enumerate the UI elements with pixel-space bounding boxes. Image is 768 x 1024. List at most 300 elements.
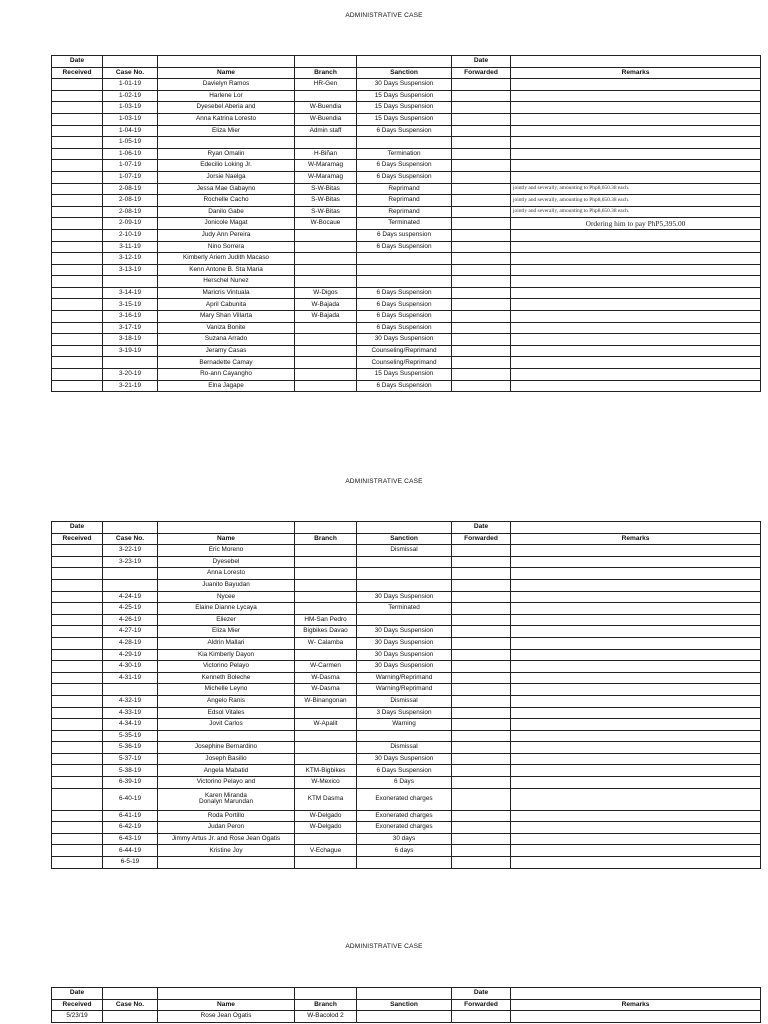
- header-date-received: Received: [52, 999, 103, 1011]
- cell-remarks: [511, 568, 761, 580]
- cell-date-received: [52, 833, 103, 845]
- cell-date-forwarded: [452, 218, 511, 230]
- cell-sanction: [357, 264, 452, 276]
- cell-case-no: 1-07-19: [103, 171, 158, 183]
- cell-branch: S-W-Bitas: [295, 206, 357, 218]
- header-row: [52, 67, 761, 79]
- header-name: Name: [158, 999, 295, 1011]
- table-row: [52, 322, 761, 334]
- cell-date-forwarded: [452, 102, 511, 114]
- cell-date-forwarded: [452, 719, 511, 731]
- table-row: [52, 730, 761, 742]
- cell-branch: W- Calamba: [295, 637, 357, 649]
- cell-name: Suzana Arrado: [158, 334, 295, 346]
- cell-date-forwarded: [452, 183, 511, 195]
- table-row: [52, 206, 761, 218]
- cell-date-forwarded: [452, 125, 511, 137]
- cell-date-received: [52, 742, 103, 754]
- table-row: [52, 545, 761, 557]
- cell-remarks: [511, 695, 761, 707]
- cell-name: [158, 730, 295, 742]
- cell-sanction: 6 Days: [357, 777, 452, 789]
- cell-case-no: 5-35-19: [103, 730, 158, 742]
- cell-case-no: 3-13-19: [103, 264, 158, 276]
- table-row: [52, 822, 761, 834]
- header-empty: [295, 988, 357, 1000]
- cell-branch: V-Echague: [295, 845, 357, 857]
- cell-remarks: [511, 171, 761, 183]
- cell-branch: W-Buendia: [295, 102, 357, 114]
- cell-case-no: 6-5-19: [103, 857, 158, 869]
- cell-branch: [295, 276, 357, 288]
- cell-date-forwarded: [452, 810, 511, 822]
- table-row: [52, 845, 761, 857]
- table-row: [52, 287, 761, 299]
- cell-date-received: [52, 626, 103, 638]
- case-table: [51, 987, 761, 1023]
- cell-remarks: [511, 125, 761, 137]
- cell-sanction: [357, 568, 452, 580]
- cell-remarks: [511, 241, 761, 253]
- table-row: [52, 857, 761, 869]
- table-row: [52, 253, 761, 265]
- cell-date-forwarded: [452, 160, 511, 172]
- cell-remarks: [511, 229, 761, 241]
- cell-sanction: Warning/Reprimand: [357, 672, 452, 684]
- cell-branch: KTM Dasma: [295, 788, 357, 810]
- cell-branch: [295, 591, 357, 603]
- table-row: [52, 661, 761, 673]
- cell-date-received: [52, 241, 103, 253]
- table-row: [52, 148, 761, 160]
- cell-name: Karen Miranda Donalyn Marundan: [158, 788, 295, 810]
- cell-date-forwarded: [452, 777, 511, 789]
- table-row: [52, 357, 761, 369]
- cell-date-received: [52, 357, 103, 369]
- cell-branch: [295, 568, 357, 580]
- cell-sanction: Exonerated charges: [357, 788, 452, 810]
- cell-name: Rochelle Cacho: [158, 195, 295, 207]
- cell-branch: W-Carmen: [295, 661, 357, 673]
- cell-date-received: [52, 591, 103, 603]
- header-remarks: Remarks: [511, 999, 761, 1011]
- cell-sanction: Termination: [357, 148, 452, 160]
- cell-case-no: 1-03-19: [103, 113, 158, 125]
- cell-branch: [295, 264, 357, 276]
- cell-date-forwarded: [452, 299, 511, 311]
- cell-date-received: [52, 299, 103, 311]
- header-date-received-top: Date: [52, 522, 103, 534]
- cell-remarks: [511, 857, 761, 869]
- table-row: [52, 276, 761, 288]
- cell-date-forwarded: [452, 788, 511, 810]
- cell-branch: [295, 241, 357, 253]
- cell-date-forwarded: [452, 556, 511, 568]
- cell-date-forwarded: [452, 603, 511, 615]
- cell-sanction: 6 Days Suspension: [357, 311, 452, 323]
- cell-date-received: [52, 229, 103, 241]
- cell-remarks: [511, 603, 761, 615]
- cell-date-received: [52, 661, 103, 673]
- cell-branch: S-W-Bitas: [295, 195, 357, 207]
- cell-remarks: [511, 810, 761, 822]
- cell-branch: W-Bocaue: [295, 218, 357, 230]
- cell-name: Elna Jagape: [158, 380, 295, 392]
- cell-case-no: 6-40-19: [103, 788, 158, 810]
- cell-name: Eric Moreno: [158, 545, 295, 557]
- cell-branch: HM-San Pedro: [295, 614, 357, 626]
- cell-sanction: Reprimand: [357, 195, 452, 207]
- cell-sanction: 30 Days Suspension: [357, 626, 452, 638]
- cell-date-received: [52, 672, 103, 684]
- cell-date-received: [52, 614, 103, 626]
- cell-sanction: 6 Days Suspension: [357, 322, 452, 334]
- cell-branch: W-Apalit: [295, 719, 357, 731]
- cell-date-received: [52, 857, 103, 869]
- cell-name: Kenneth Boleche: [158, 672, 295, 684]
- cell-branch: W-Bajada: [295, 299, 357, 311]
- cell-sanction: [357, 730, 452, 742]
- cell-branch: S-W-Bitas: [295, 183, 357, 195]
- cell-remarks: [511, 1011, 761, 1023]
- cell-case-no: 4-26-19: [103, 614, 158, 626]
- cell-remarks: [511, 822, 761, 834]
- cell-case-no: 1-07-19: [103, 160, 158, 172]
- cell-branch: W-Delgado: [295, 822, 357, 834]
- cell-branch: [295, 380, 357, 392]
- cell-branch: W-Maramag: [295, 160, 357, 172]
- cell-remarks: [511, 369, 761, 381]
- cell-remarks: [511, 102, 761, 114]
- header-empty: [511, 522, 761, 534]
- cell-date-received: [52, 218, 103, 230]
- page-title: ADMINISTRATIVE CASE: [345, 478, 423, 485]
- cell-case-no: 4-28-19: [103, 637, 158, 649]
- cell-branch: W-Maramag: [295, 171, 357, 183]
- cell-remarks: [511, 137, 761, 149]
- cell-name: Danilo Gabe: [158, 206, 295, 218]
- cell-sanction: Exonerated charges: [357, 810, 452, 822]
- cell-date-forwarded: [452, 380, 511, 392]
- cell-date-forwarded: [452, 322, 511, 334]
- cell-branch: [295, 603, 357, 615]
- cell-case-no: 2-08-19: [103, 183, 158, 195]
- cell-date-forwarded: [452, 614, 511, 626]
- case-table: [51, 521, 761, 869]
- table-row: [52, 137, 761, 149]
- cell-name: Ryan Omalin: [158, 148, 295, 160]
- table-row: [52, 614, 761, 626]
- cell-sanction: Warning: [357, 719, 452, 731]
- cell-date-forwarded: [452, 90, 511, 102]
- cell-name: Rose Jean Ogatis: [158, 1011, 295, 1023]
- cell-sanction: 30 Days Suspension: [357, 637, 452, 649]
- table-row: [52, 195, 761, 207]
- cell-remarks: [511, 545, 761, 557]
- cell-branch: [295, 253, 357, 265]
- cell-case-no: 4-30-19: [103, 661, 158, 673]
- cell-sanction: [357, 253, 452, 265]
- cell-branch: HR-Gen: [295, 79, 357, 91]
- cell-case-no: 3-18-19: [103, 334, 158, 346]
- cell-remarks: [511, 113, 761, 125]
- cell-name: Kenn Antone B. Sta Maria: [158, 264, 295, 276]
- cell-branch: [295, 556, 357, 568]
- cell-branch: KTM-Bigbikes: [295, 765, 357, 777]
- cell-date-forwarded: [452, 568, 511, 580]
- cell-date-forwarded: [452, 833, 511, 845]
- cell-sanction: 30 Days Suspension: [357, 649, 452, 661]
- cell-name: [158, 137, 295, 149]
- cell-case-no: 1-04-19: [103, 125, 158, 137]
- cell-date-forwarded: [452, 195, 511, 207]
- cell-date-received: [52, 322, 103, 334]
- header-case-no: Case No.: [103, 999, 158, 1011]
- cell-branch: [295, 229, 357, 241]
- cell-case-no: 5-37-19: [103, 753, 158, 765]
- header-row: [52, 533, 761, 545]
- cell-date-received: [52, 206, 103, 218]
- cell-case-no: 4-32-19: [103, 695, 158, 707]
- cell-name: Harlene Lor: [158, 90, 295, 102]
- cell-name: Nino Sorrera: [158, 241, 295, 253]
- cell-sanction: [357, 579, 452, 591]
- cell-remarks: [511, 707, 761, 719]
- table-row: [52, 695, 761, 707]
- cell-date-received: [52, 637, 103, 649]
- cell-remarks: [511, 79, 761, 91]
- header-date-forwarded-top: Date: [452, 988, 511, 1000]
- cell-case-no: 5-38-19: [103, 765, 158, 777]
- cell-date-received: [52, 195, 103, 207]
- cell-sanction: Exonerated charges: [357, 822, 452, 834]
- cell-name: Jeramy Casas: [158, 345, 295, 357]
- cell-remarks: [511, 661, 761, 673]
- cell-sanction: Counseling/Reprimand: [357, 357, 452, 369]
- cell-case-no: 3-23-19: [103, 556, 158, 568]
- header-empty: [511, 56, 761, 68]
- cell-branch: W-Mexico: [295, 777, 357, 789]
- cell-sanction: 6 days: [357, 845, 452, 857]
- table-row: [52, 102, 761, 114]
- cell-sanction: Reprimand: [357, 206, 452, 218]
- cell-case-no: [103, 276, 158, 288]
- cell-remarks: [511, 357, 761, 369]
- table-row: [52, 241, 761, 253]
- cell-remarks: [511, 788, 761, 810]
- cell-name: Vaniza Bonite: [158, 322, 295, 334]
- cell-sanction: 15 Days Suspension: [357, 102, 452, 114]
- cell-name: Angelo Ranis: [158, 695, 295, 707]
- cell-remarks: [511, 299, 761, 311]
- cell-sanction: 6 Days Suspension: [357, 287, 452, 299]
- cell-case-no: 4-25-19: [103, 603, 158, 615]
- cell-name: Edsol Vitales: [158, 707, 295, 719]
- table-row: [52, 90, 761, 102]
- cell-date-received: [52, 579, 103, 591]
- cell-sanction: 3 Days Suspension: [357, 707, 452, 719]
- header-empty: [357, 56, 452, 68]
- cell-date-forwarded: [452, 845, 511, 857]
- header-empty: [158, 56, 295, 68]
- cell-case-no: 1-03-19: [103, 102, 158, 114]
- cell-date-forwarded: [452, 206, 511, 218]
- cell-branch: [295, 90, 357, 102]
- header-case-no: Case No.: [103, 533, 158, 545]
- cell-date-received: [52, 845, 103, 857]
- table-row: [52, 125, 761, 137]
- header-empty: [511, 988, 761, 1000]
- header-date-forwarded: Forwarded: [452, 67, 511, 79]
- table-row: [52, 299, 761, 311]
- cell-date-received: [52, 102, 103, 114]
- table-row: [52, 311, 761, 323]
- cell-date-received: [52, 684, 103, 696]
- cell-date-forwarded: [452, 113, 511, 125]
- cell-date-received: [52, 545, 103, 557]
- cell-date-forwarded: [452, 637, 511, 649]
- cell-date-forwarded: [452, 345, 511, 357]
- cell-name: Eliza Mier: [158, 125, 295, 137]
- table-row: [52, 183, 761, 195]
- cell-name: Aldrin Mallari: [158, 637, 295, 649]
- cell-name: Herschel Nunez: [158, 276, 295, 288]
- cell-case-no: 4-33-19: [103, 707, 158, 719]
- cell-date-received: [52, 369, 103, 381]
- cell-date-received: [52, 810, 103, 822]
- cell-name: Victorino Pelayo and: [158, 777, 295, 789]
- table-row: [52, 591, 761, 603]
- cell-date-forwarded: [452, 148, 511, 160]
- cell-case-no: 1-05-19: [103, 137, 158, 149]
- cell-remarks: [511, 753, 761, 765]
- table-row: [52, 218, 761, 230]
- cell-remarks: [511, 579, 761, 591]
- cell-remarks: [511, 311, 761, 323]
- cell-case-no: 4-24-19: [103, 591, 158, 603]
- cell-case-no: 3-17-19: [103, 322, 158, 334]
- cell-case-no: 2-09-19: [103, 218, 158, 230]
- cell-date-received: [52, 171, 103, 183]
- cell-date-received: [52, 345, 103, 357]
- cell-remarks: [511, 253, 761, 265]
- cell-case-no: 5-36-19: [103, 742, 158, 754]
- table-row: [52, 579, 761, 591]
- cell-remarks: [511, 626, 761, 638]
- cell-name: Elaine Dianne Lycaya: [158, 603, 295, 615]
- cell-remarks: [511, 833, 761, 845]
- table-row: [52, 788, 761, 810]
- cell-date-received: [52, 276, 103, 288]
- table-row: [52, 113, 761, 125]
- cell-name: Eliza Mier: [158, 626, 295, 638]
- cell-name: Eliezer: [158, 614, 295, 626]
- cell-date-received: [52, 79, 103, 91]
- cell-case-no: 2-08-19: [103, 206, 158, 218]
- cell-remarks: [511, 334, 761, 346]
- cell-sanction: [357, 137, 452, 149]
- table-row: [52, 810, 761, 822]
- cell-branch: [295, 357, 357, 369]
- table-row: [52, 833, 761, 845]
- cell-sanction: 15 Days Suspension: [357, 113, 452, 125]
- cell-remarks: [511, 672, 761, 684]
- cell-date-forwarded: [452, 276, 511, 288]
- cell-branch: [295, 649, 357, 661]
- cell-name: Dyesebel Aberia and: [158, 102, 295, 114]
- cell-name: Maricris Vintuala: [158, 287, 295, 299]
- cell-branch: [295, 345, 357, 357]
- table-row: [52, 345, 761, 357]
- cell-case-no: 6-43-19: [103, 833, 158, 845]
- cell-case-no: [103, 684, 158, 696]
- cell-date-forwarded: [452, 287, 511, 299]
- cell-remarks: [511, 649, 761, 661]
- cell-date-forwarded: [452, 661, 511, 673]
- cell-date-forwarded: [452, 765, 511, 777]
- cell-branch: W-Digos: [295, 287, 357, 299]
- cell-case-no: 3-15-19: [103, 299, 158, 311]
- cell-branch: W-Dasma: [295, 684, 357, 696]
- header-empty: [158, 988, 295, 1000]
- cell-date-received: [52, 730, 103, 742]
- cell-sanction: Terminated: [357, 603, 452, 615]
- cell-branch: [295, 857, 357, 869]
- header-name: Name: [158, 533, 295, 545]
- cell-name: Jovit Carlos: [158, 719, 295, 731]
- table-row: [52, 777, 761, 789]
- cell-case-no: 3-21-19: [103, 380, 158, 392]
- cell-name: Michelle Leyno: [158, 684, 295, 696]
- cell-date-forwarded: [452, 730, 511, 742]
- table-row: [52, 264, 761, 276]
- cell-case-no: 4-29-19: [103, 649, 158, 661]
- cell-name: Jessa Mae Gabayno: [158, 183, 295, 195]
- table-row: [52, 742, 761, 754]
- cell-name: Jonicole Magat: [158, 218, 295, 230]
- table-row: [52, 719, 761, 731]
- cell-date-received: [52, 822, 103, 834]
- cell-case-no: 3-11-19: [103, 241, 158, 253]
- cell-date-forwarded: [452, 241, 511, 253]
- cell-name: Jorsie Naelga: [158, 171, 295, 183]
- cell-sanction: 15 Days Suspension: [357, 90, 452, 102]
- table-row: [52, 556, 761, 568]
- cell-date-forwarded: [452, 857, 511, 869]
- cell-case-no: 3-16-19: [103, 311, 158, 323]
- cell-sanction: 6 Days Suspension: [357, 160, 452, 172]
- cell-remarks: [511, 276, 761, 288]
- cell-branch: [295, 707, 357, 719]
- cell-remarks: [511, 556, 761, 568]
- cell-case-no: 6-44-19: [103, 845, 158, 857]
- cell-date-received: [52, 183, 103, 195]
- cell-date-received: [52, 753, 103, 765]
- cell-sanction: Counseling/Reprimand: [357, 345, 452, 357]
- cell-date-received: [52, 264, 103, 276]
- cell-date-received: [52, 334, 103, 346]
- table-row: [52, 171, 761, 183]
- cell-case-no: [103, 568, 158, 580]
- header-name: Name: [158, 67, 295, 79]
- table-row: [52, 707, 761, 719]
- cell-sanction: 30 Days Suspension: [357, 334, 452, 346]
- header-date-forwarded-top: Date: [452, 522, 511, 534]
- cell-sanction: Dismissal: [357, 545, 452, 557]
- cell-sanction: [357, 556, 452, 568]
- header-date-forwarded: Forwarded: [452, 999, 511, 1011]
- header-row: [52, 522, 761, 534]
